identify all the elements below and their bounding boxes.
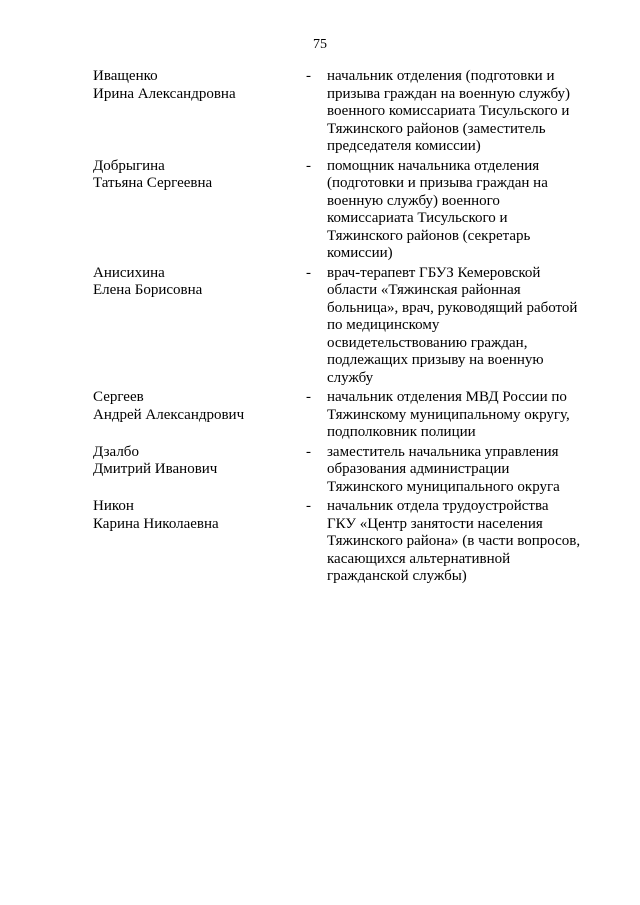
member-given-names: Дмитрий Иванович bbox=[93, 461, 218, 477]
member-surname: Никон bbox=[93, 498, 134, 514]
member-name bbox=[93, 158, 306, 193]
role-line: освидетельствованию граждан, bbox=[327, 334, 528, 351]
role-line: начальник отделения МВД России по bbox=[327, 389, 567, 405]
role-line: образования администрации bbox=[327, 461, 510, 477]
member-entry-dzalbo bbox=[93, 444, 593, 497]
separator-dash: - bbox=[306, 264, 311, 281]
role-line: Тяжинскому муниципальному округу, bbox=[327, 406, 570, 423]
role-line: заместитель начальника управления bbox=[327, 443, 559, 460]
member-given-names: Елена Борисовна bbox=[93, 282, 203, 298]
role-line: ГКУ «Центр занятости населения bbox=[327, 515, 543, 532]
member-role bbox=[327, 389, 593, 442]
member-role bbox=[327, 498, 593, 586]
role-line: подлежащих призыву на военную bbox=[327, 352, 544, 368]
separator-dash: - bbox=[306, 389, 311, 405]
member-entry-dobrygina bbox=[93, 158, 593, 263]
role-line: (подготовки и призыва граждан на bbox=[327, 175, 548, 191]
role-line: врач-терапевт ГБУЗ Кемеровской bbox=[327, 264, 541, 281]
member-given-names: Татьяна Сергеевна bbox=[93, 175, 213, 191]
member-role bbox=[327, 158, 593, 263]
member-surname: Сергеев bbox=[93, 389, 144, 405]
member-entry-anisikhina bbox=[93, 265, 593, 388]
role-line: гражданской службы) bbox=[327, 568, 467, 584]
role-line: подполковник полиции bbox=[327, 424, 476, 440]
role-line: призыва граждан на военную службу) bbox=[327, 85, 571, 102]
member-entry-ivashchenko bbox=[93, 68, 593, 156]
member-name bbox=[93, 444, 306, 479]
separator-dash: - bbox=[306, 68, 311, 84]
commission-members-list bbox=[93, 68, 593, 588]
role-line: комиссариата Тисульского и bbox=[327, 210, 508, 226]
role-line: Тяжинского муниципального округа bbox=[327, 478, 560, 495]
role-line: помощник начальника отделения bbox=[327, 157, 540, 174]
separator-dash: - bbox=[306, 157, 311, 174]
member-name bbox=[93, 498, 306, 533]
role-line: Тяжинского районов (секретарь bbox=[327, 227, 531, 244]
member-name bbox=[93, 68, 306, 103]
role-line: Тяжинского района» (в части вопросов, bbox=[327, 533, 581, 549]
member-given-names: Ирина Александровна bbox=[93, 85, 236, 102]
role-line: касающихся альтернативной bbox=[327, 550, 511, 567]
role-line: начальник отделения (подготовки и bbox=[327, 68, 555, 84]
member-surname: Дзалбо bbox=[93, 443, 139, 460]
page-number: 75 bbox=[313, 37, 327, 52]
member-surname: Иващенко bbox=[93, 68, 158, 84]
role-line: начальник отдела трудоустройства bbox=[327, 498, 549, 514]
member-role bbox=[327, 265, 593, 388]
member-given-names: Карина Николаевна bbox=[93, 515, 219, 532]
role-line: по медицинскому bbox=[327, 317, 440, 333]
separator-dash: - bbox=[306, 443, 311, 460]
role-line: военную службу) военного bbox=[327, 192, 500, 209]
role-line: Тяжинского районов (заместитель bbox=[327, 120, 546, 137]
member-entry-sergeev bbox=[93, 389, 593, 442]
member-role bbox=[327, 68, 593, 156]
role-line: военного комиссариата Тисульского и bbox=[327, 103, 570, 119]
role-line: комиссии) bbox=[327, 245, 393, 261]
member-name bbox=[93, 265, 306, 300]
role-line: больница», врач, руководящий работой bbox=[327, 299, 578, 316]
member-entry-nikon bbox=[93, 498, 593, 586]
role-line: службу bbox=[327, 369, 374, 386]
member-surname: Добрыгина bbox=[93, 157, 165, 174]
member-name bbox=[93, 389, 306, 424]
separator-dash: - bbox=[306, 498, 311, 514]
member-given-names: Андрей Александрович bbox=[93, 406, 245, 423]
member-surname: Анисихина bbox=[93, 264, 165, 281]
role-line: председателя комиссии) bbox=[327, 138, 481, 154]
role-line: области «Тяжинская районная bbox=[327, 282, 521, 298]
member-role bbox=[327, 444, 593, 497]
